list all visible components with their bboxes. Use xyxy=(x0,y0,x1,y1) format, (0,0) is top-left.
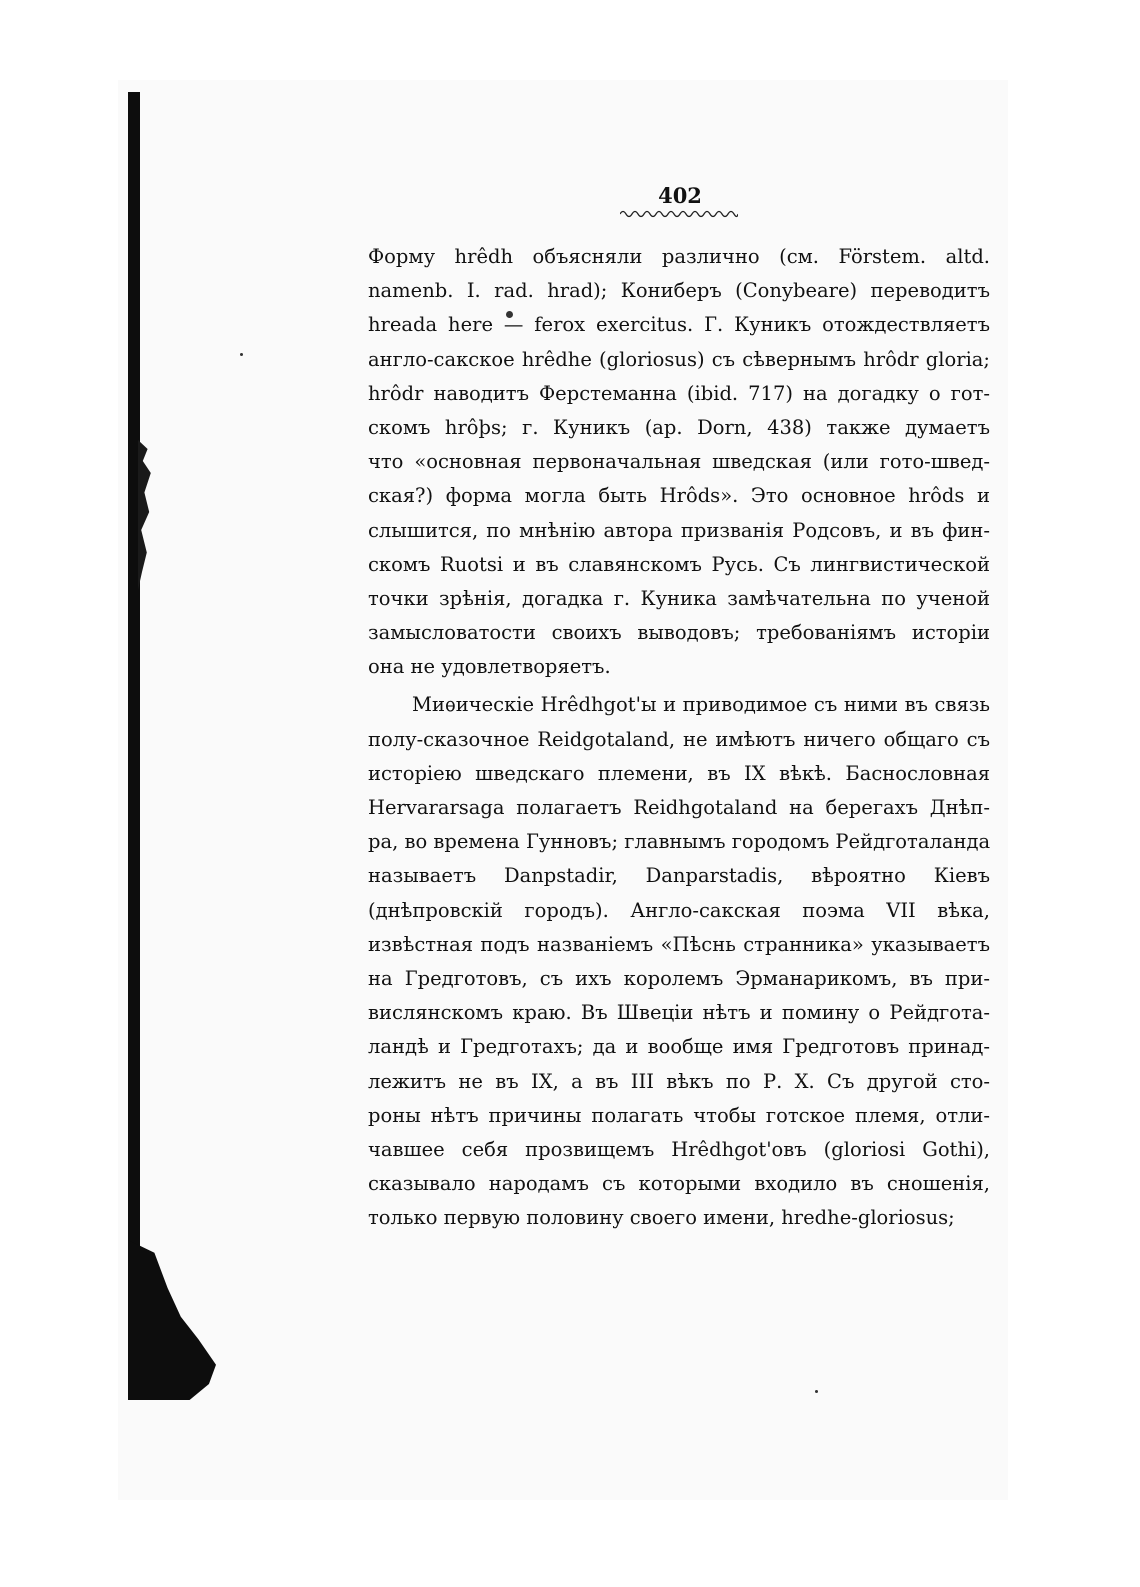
paragraph-2 xyxy=(368,688,990,1235)
text-line: исторіею шведскаго племени, въ IX вѣкѣ. Баснословная xyxy=(368,761,990,785)
text-line: (днѣпровскій городъ). Англо-сакская поэма VII вѣка, xyxy=(368,898,990,922)
body-text xyxy=(368,240,990,1235)
text-line: скомъ hrôþs; г. Куникъ (ap. Dorn, 438) также думаетъ xyxy=(368,415,990,439)
scan-speck xyxy=(815,1390,818,1393)
text-line: вислянскомъ краю. Въ Швеціи нѣтъ и помину о Рейдгота- xyxy=(368,1001,990,1025)
wavy-rule-ornament xyxy=(620,208,738,218)
page-number: 402 xyxy=(658,183,702,208)
text-line: называетъ Danpstadir, Danparstadis, вѣроятно Кіевъ xyxy=(368,864,990,888)
text-line: роны нѣтъ причины полагать чтобы готское племя, отли- xyxy=(368,1103,990,1127)
text-line: она не удовлетворяетъ. xyxy=(368,655,611,679)
text-line: скомъ Ruotsi и въ славянскомъ Русь. Съ лингвистической xyxy=(368,552,990,576)
text-line: слышится, по мнѣнію автора призванія Родсовъ, и въ фин- xyxy=(368,518,990,542)
text-line: полу-сказочное Reidgotaland, не имѣютъ ничего общаго съ xyxy=(368,727,990,751)
text-line: чавшее себя прозвищемъ Hrêdhgot'овъ (gloriosi Gothi), xyxy=(368,1137,990,1161)
text-line: точки зрѣнія, догадка г. Куника замѣчательна по ученой xyxy=(368,586,990,610)
text-line: hreada here — ferox exercitus. Г. Куникъ отождествляетъ xyxy=(368,313,990,337)
text-line: Миѳическіе Hrêdhgot'ы и приводимое съ ними въ связь xyxy=(412,693,990,717)
text-line: namenb. I. rad. hrad); Кониберъ (Conybeare) переводитъ xyxy=(368,279,990,303)
text-line: Форму hrêdh объясняли различно (см. Förstem. altd. xyxy=(368,245,990,268)
text-line: извѣстная подъ названіемъ «Пѣснь странника» указываетъ xyxy=(368,932,990,956)
book-spine-shadow xyxy=(128,92,140,1392)
text-line: Hervararsaga полагаетъ Reidhgotaland на берегахъ Днѣп- xyxy=(368,796,990,819)
text-line: сказывало народамъ съ которыми входило въ сношенія, xyxy=(368,1172,990,1196)
text-line: на Гредготовъ, съ ихъ королемъ Эрманарикомъ, въ при- xyxy=(368,966,990,990)
text-line: что «основная первоначальная шведская (или гото-швед- xyxy=(368,450,990,474)
paragraph-1 xyxy=(368,240,990,684)
text-line: англо-сакское hrêdhe (gloriosus) съ сѣвернымъ hrôdr gloria; xyxy=(368,347,990,371)
text-line: hrôdr наводитъ Ферстеманна (ibid. 717) на догадку о гот- xyxy=(368,381,990,405)
text-line: ская?) форма могла быть Hrôds». Это основное hrôds и xyxy=(368,484,990,508)
text-line: замысловатости своихъ выводовъ; требованіямъ исторіи xyxy=(368,621,990,645)
text-line: лежитъ не въ IX, а въ III вѣкъ по Р. Х. Съ другой сто- xyxy=(368,1069,990,1093)
text-line: ра, во времена Гунновъ; главнымъ городомъ Рейдготаланда xyxy=(368,830,991,854)
text-line: только первую половину своего имени, hredhe-gloriosus; xyxy=(368,1206,955,1230)
scan-speck xyxy=(240,353,243,356)
text-line: ландѣ и Гредготахъ; да и вообще имя Гредготовъ принад- xyxy=(368,1035,990,1059)
